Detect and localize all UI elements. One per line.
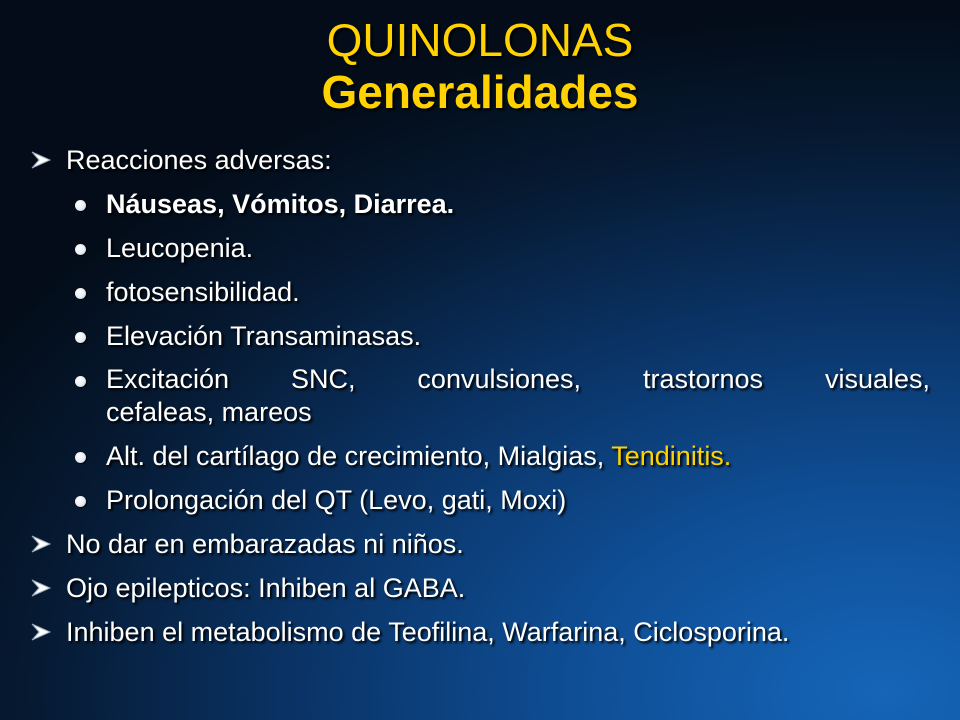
dot-bullet-icon xyxy=(75,332,86,343)
sub-bullet-nauseas xyxy=(72,187,930,221)
sub-bullet-cartilago xyxy=(72,439,930,473)
sub-bullet-text-line-1: Excitación SNC, convulsiones, trastornos visuales, xyxy=(106,364,930,394)
arrow-bullet-icon xyxy=(30,622,52,642)
sub-bullet-text: Náuseas, Vómitos, Diarrea. xyxy=(106,189,455,219)
dot-bullet-icon xyxy=(75,288,86,299)
title-line-2: Generalidades xyxy=(321,66,639,118)
bullet-embarazadas xyxy=(30,527,930,561)
highlight-tendinitis: Tendinitis. xyxy=(611,441,732,471)
dot-bullet-icon xyxy=(75,452,86,463)
sub-bullet-text: Prolongación del QT (Levo, gati, Moxi) xyxy=(106,485,567,515)
bullet-text: Ojo epilepticos: Inhiben al GABA. xyxy=(66,573,466,603)
dot-bullet-icon xyxy=(75,244,86,255)
bullet-epilepticos xyxy=(30,571,930,605)
dot-bullet-icon xyxy=(75,496,86,507)
sub-bullet-text: Alt. del cartílago de crecimiento, Mialgias, xyxy=(106,441,612,471)
sub-bullet-prolongacion-qt xyxy=(72,483,930,517)
sub-bullet-leucopenia xyxy=(72,231,930,265)
dot-bullet-icon xyxy=(75,200,86,211)
sub-bullet-excitacion-snc xyxy=(72,363,930,429)
slide-content xyxy=(30,143,930,659)
sub-bullet-text-line-2: cefaleas, mareos xyxy=(106,397,312,427)
sub-bullet-fotosensibilidad xyxy=(72,275,930,309)
sub-bullet-text: Leucopenia. xyxy=(106,233,254,263)
title-line-1: QUINOLONAS xyxy=(326,14,634,66)
arrow-bullet-icon xyxy=(30,578,52,598)
bullet-text: No dar en embarazadas ni niños. xyxy=(66,529,464,559)
dot-bullet-icon xyxy=(75,376,86,387)
bullet-reacciones-adversas xyxy=(30,143,930,177)
bullet-text: Reacciones adversas: xyxy=(66,145,332,175)
bullet-metabolismo xyxy=(30,615,930,649)
sub-bullet-text: fotosensibilidad. xyxy=(106,277,300,307)
arrow-bullet-icon xyxy=(30,150,52,170)
arrow-bullet-icon xyxy=(30,534,52,554)
bullet-text: Inhiben el metabolismo de Teofilina, Warfarina, Ciclosporina. xyxy=(66,617,790,647)
sub-bullet-text: Elevación Transaminasas. xyxy=(106,321,422,351)
slide-title xyxy=(0,14,960,118)
sub-bullet-transaminasas xyxy=(72,319,930,353)
